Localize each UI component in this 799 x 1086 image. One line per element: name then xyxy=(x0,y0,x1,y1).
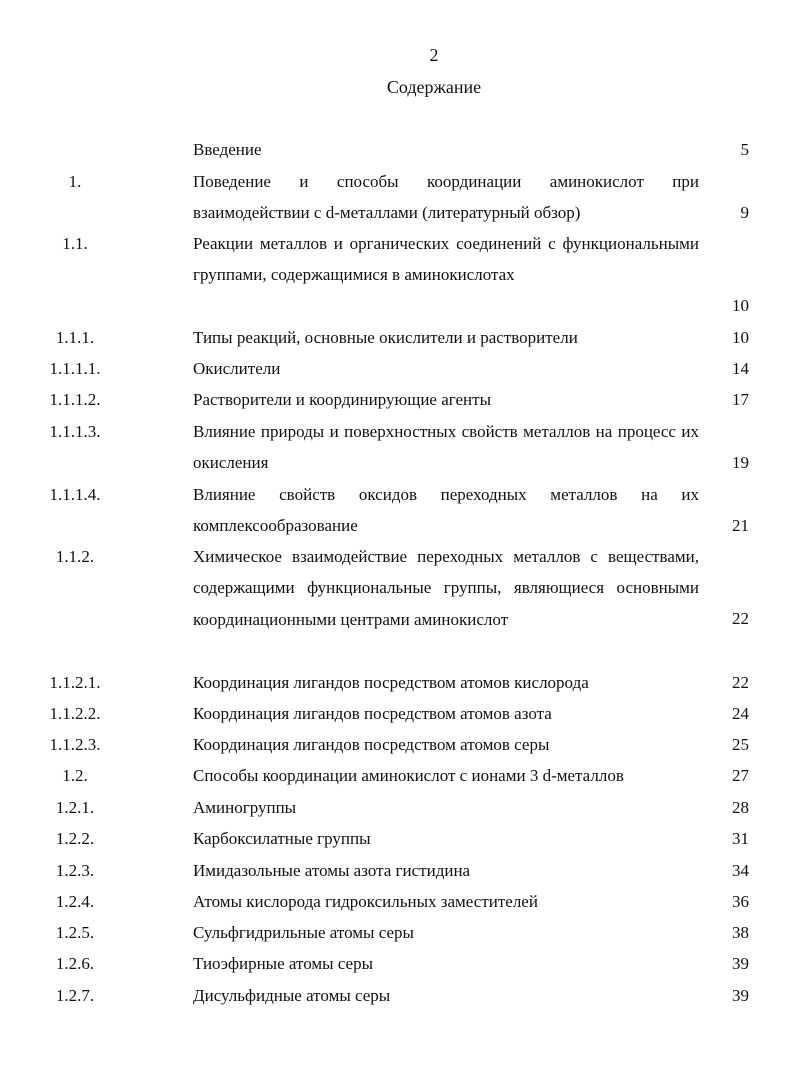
toc-number: 1. xyxy=(68,172,82,191)
toc-number: 1.2.3. xyxy=(55,861,95,880)
toc-row xyxy=(0,760,799,791)
toc-title: Дисульфидные атомы серы xyxy=(193,986,391,1005)
toc-page: 39 xyxy=(732,954,749,973)
toc-title: Типы реакций, основные окислители и растворители xyxy=(193,328,578,347)
toc-number: 1.2.7. xyxy=(55,986,95,1005)
toc-number: 1.2.1. xyxy=(55,798,95,817)
toc-title: Координация лигандов посредством атомов азота xyxy=(193,704,552,723)
toc-title: Координация лигандов посредством атомов серы xyxy=(193,735,550,754)
toc-number: 1.2.5. xyxy=(55,923,95,942)
toc-page: 14 xyxy=(732,359,749,378)
toc-page: 21 xyxy=(732,516,749,535)
toc-row xyxy=(0,322,799,353)
toc-title: Атомы кислорода гидроксильных заместителей xyxy=(193,892,538,911)
toc-title: Окислители xyxy=(193,359,281,378)
toc-title: Реакции металлов и органических соединений с функциональными группами, содержащимися в аминокислотах xyxy=(193,234,699,285)
toc-row xyxy=(0,823,799,854)
toc-title: Способы координации аминокислот с ионами 3 d-металлов xyxy=(193,766,624,785)
toc-number: 1.1.1. xyxy=(55,328,95,347)
toc-page: 25 xyxy=(732,735,749,754)
toc-title: Влияние природы и поверхностных свойств металлов на процесс их окисления xyxy=(193,422,699,473)
toc-row xyxy=(0,134,799,165)
toc-title: Химическое взаимодействие переходных металлов с веществами, содержащими функциональные группы, являющиеся основными координационными центрами аминокислот xyxy=(193,547,699,629)
toc-page: 10 xyxy=(732,328,749,347)
toc-title: Карбоксилатные группы xyxy=(193,829,371,848)
toc-page: 36 xyxy=(732,892,749,911)
toc-number: 1.1.2.3. xyxy=(49,735,101,754)
toc-title: Введение xyxy=(193,140,262,159)
toc-row xyxy=(0,667,799,698)
toc-number: 1.1.2.2. xyxy=(49,704,101,723)
toc-row xyxy=(0,917,799,948)
toc-title: Имидазольные атомы азота гистидина xyxy=(193,861,471,880)
toc-title: Поведение и способы координации аминокислот при взаимодействии с d-металлами (литературный обзор) xyxy=(193,172,699,223)
toc-row xyxy=(0,980,799,1011)
page-title: Содержание xyxy=(386,77,482,97)
toc-row xyxy=(0,416,799,479)
toc-row xyxy=(0,541,799,666)
toc-page: 39 xyxy=(732,986,749,1005)
toc-row xyxy=(0,948,799,979)
toc-row xyxy=(0,228,799,322)
toc-number: 1.1.1.3. xyxy=(49,422,101,441)
toc-number: 1.2.4. xyxy=(55,892,95,911)
toc-page: 31 xyxy=(732,829,749,848)
toc-page: 9 xyxy=(740,203,749,222)
toc-number: 1.1.2.1. xyxy=(49,673,101,692)
toc-page: 22 xyxy=(732,609,749,628)
toc-row xyxy=(0,729,799,760)
toc-number: 1.1. xyxy=(62,234,88,253)
toc-number: 1.1.2. xyxy=(55,547,95,566)
toc-row xyxy=(0,855,799,886)
toc-row xyxy=(0,384,799,415)
toc-number: 1.2.6. xyxy=(55,954,95,973)
toc-page: 17 xyxy=(732,390,749,409)
toc-row xyxy=(0,353,799,384)
toc-page: 19 xyxy=(732,453,749,472)
toc-page: 5 xyxy=(740,140,749,159)
toc-number: 1.2. xyxy=(62,766,88,785)
toc-page: 22 xyxy=(732,673,749,692)
toc-title: Тиоэфирные атомы серы xyxy=(193,954,374,973)
toc-number: 1.1.1.1. xyxy=(49,359,101,378)
toc-page: 28 xyxy=(732,798,749,817)
toc-page: 34 xyxy=(732,861,749,880)
toc-page: 27 xyxy=(732,766,749,785)
toc-title: Влияние свойств оксидов переходных металлов на их комплексообразование xyxy=(193,485,699,536)
toc-row xyxy=(0,479,799,542)
toc-page: 10 xyxy=(732,296,749,315)
page-number: 2 xyxy=(429,45,439,65)
toc-page: 24 xyxy=(732,704,749,723)
toc-row xyxy=(0,792,799,823)
toc-number: 1.2.2. xyxy=(55,829,95,848)
toc-row xyxy=(0,166,799,229)
toc-title: Растворители и координирующие агенты xyxy=(193,390,491,409)
toc-page: 38 xyxy=(732,923,749,942)
toc-title: Сульфгидрильные атомы серы xyxy=(193,923,414,942)
toc-number: 1.1.1.4. xyxy=(49,485,101,504)
toc-row xyxy=(0,698,799,729)
toc-title: Аминогруппы xyxy=(193,798,297,817)
toc-row xyxy=(0,886,799,917)
toc-number: 1.1.1.2. xyxy=(49,390,101,409)
toc-title: Координация лигандов посредством атомов кислорода xyxy=(193,673,589,692)
